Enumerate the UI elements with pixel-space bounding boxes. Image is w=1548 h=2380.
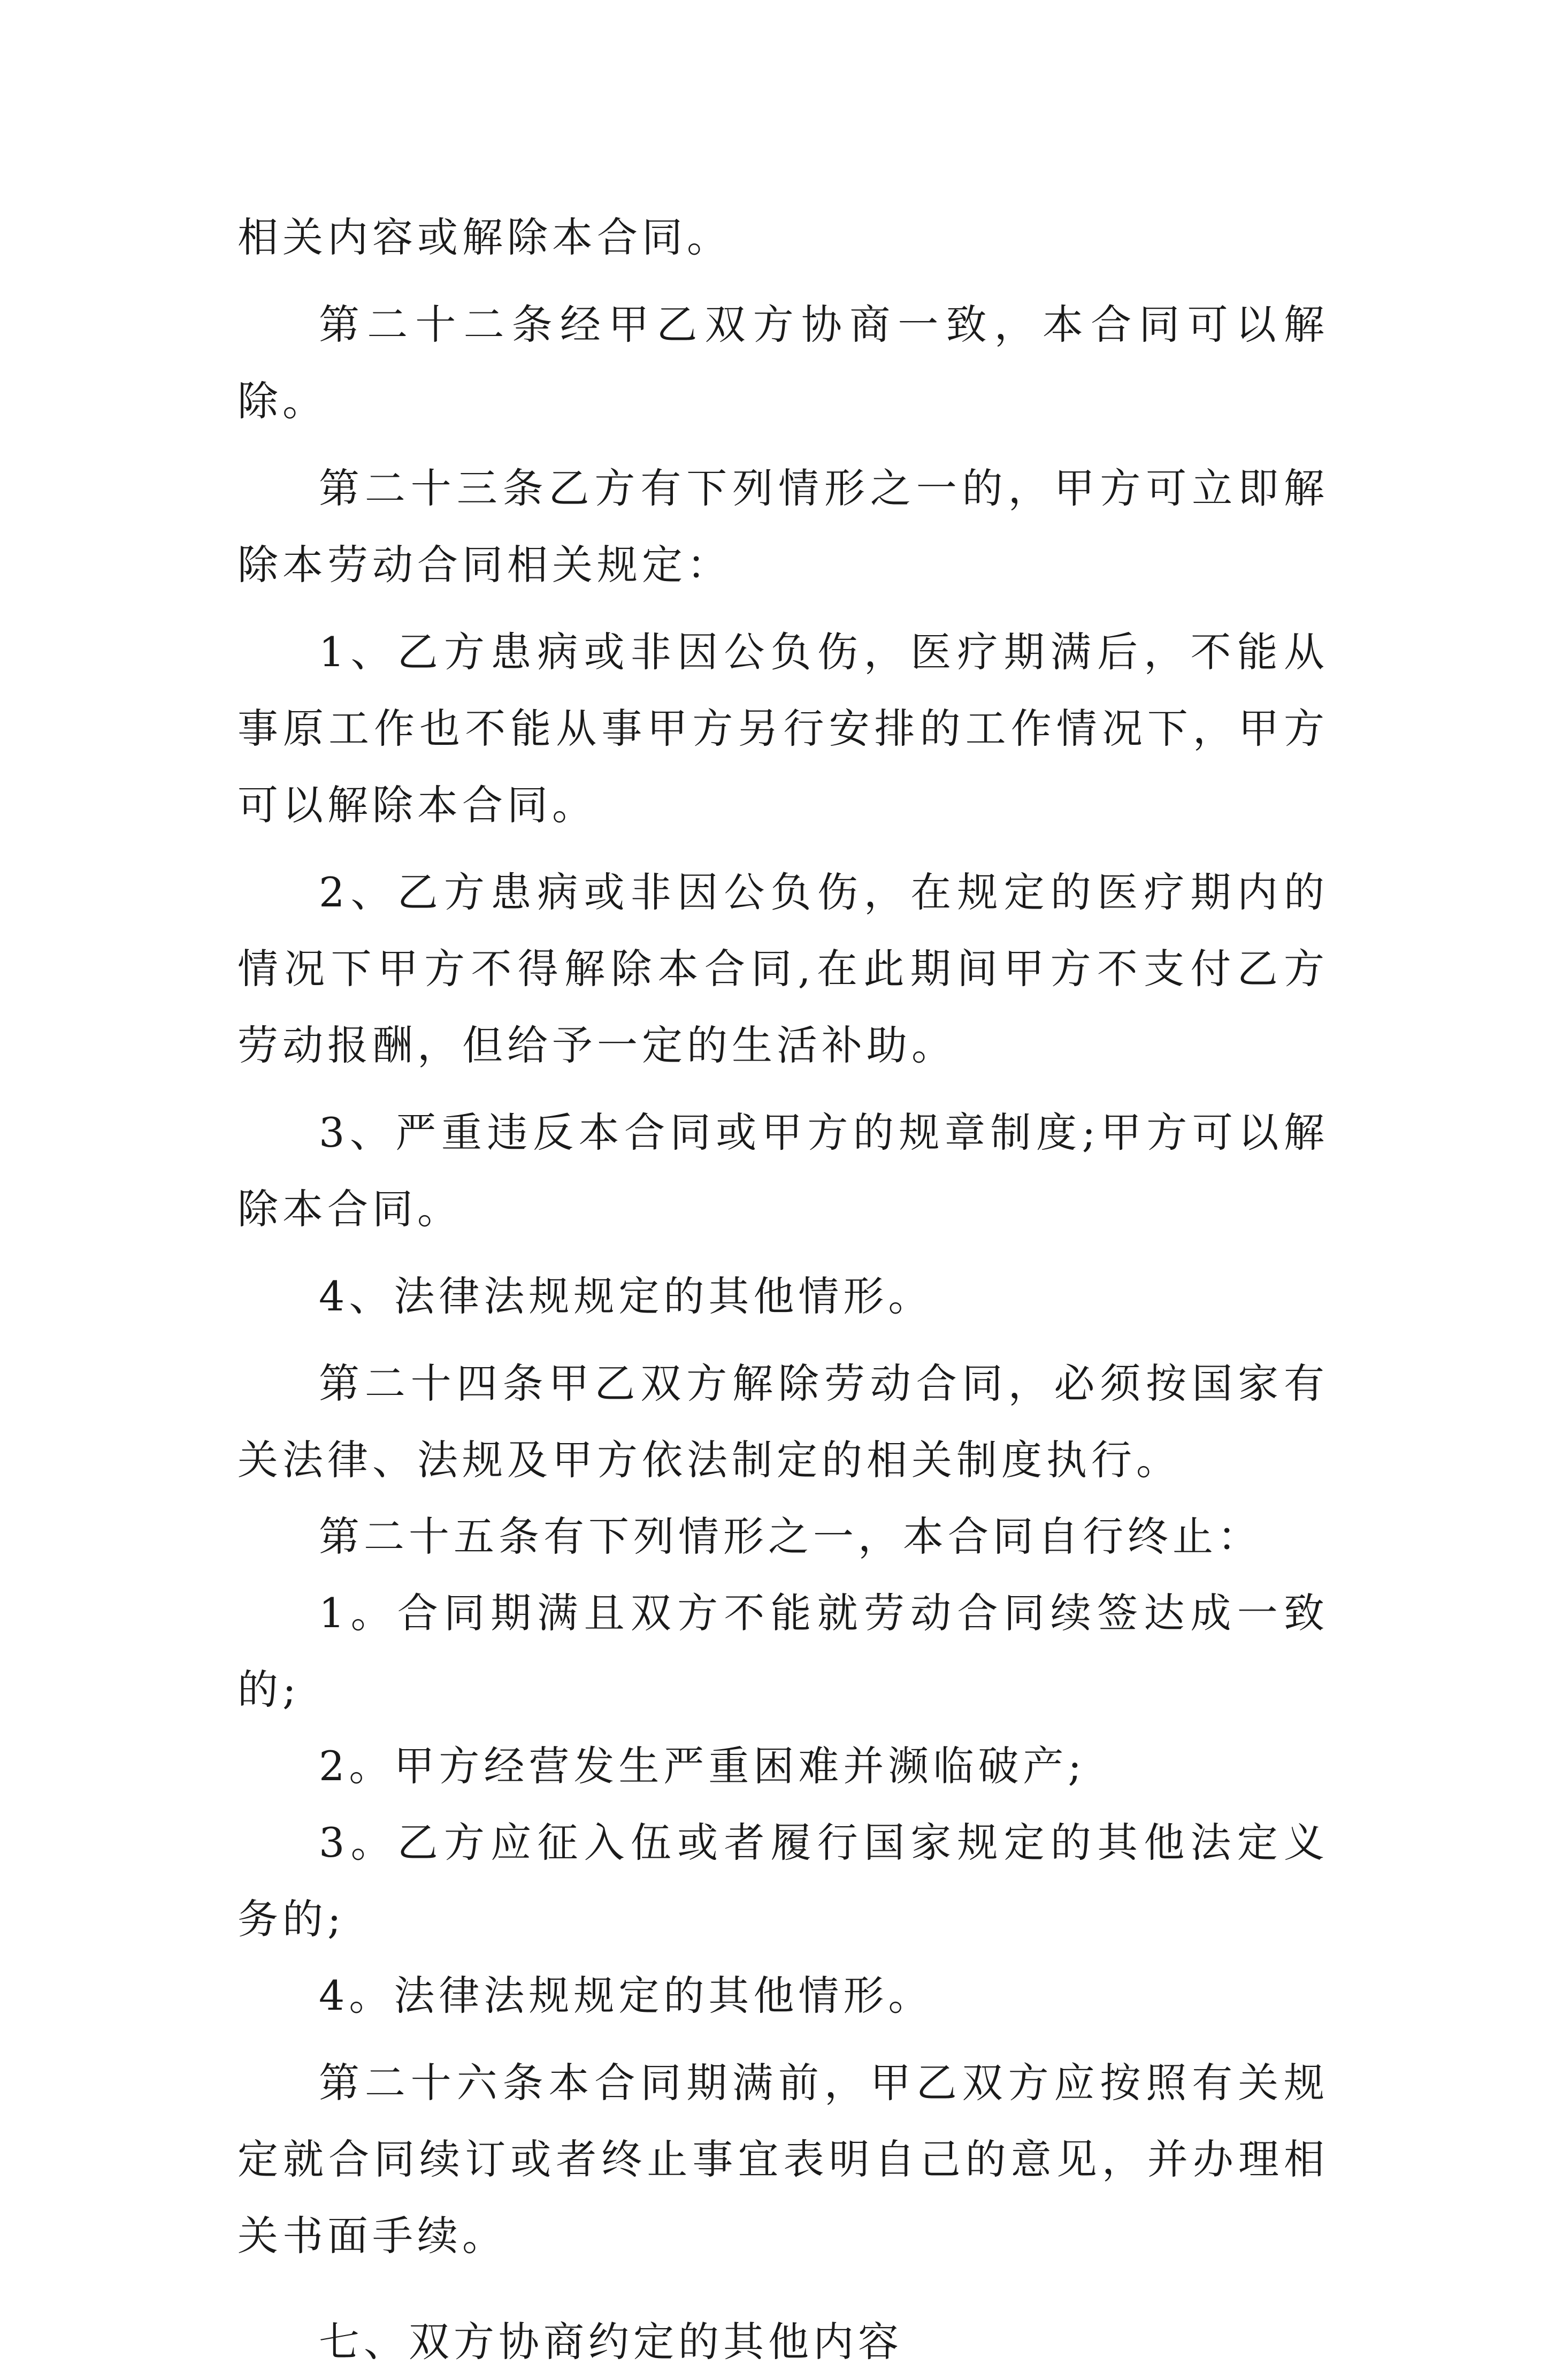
paragraph-article-25-item-2: 2。甲方经营发生严重困难并濒临破产; — [319, 1742, 1086, 1790]
paragraph-continuation: 相关内容或解除本合同。 — [237, 213, 732, 261]
paragraph-article-23-item-3: 3、严重违反本合同或甲方的规章制度;甲方可以解除本合同。 — [237, 1109, 1329, 1233]
paragraph-article-25-item-1: 1。合同期满且双方不能就劳动合同续签达成一致的; — [237, 1589, 1329, 1713]
paragraph-article-24: 第二十四条甲乙双方解除劳动合同，必须按国家有关法律、法规及甲方依法制定的相关制度执行。 — [237, 1360, 1329, 1484]
paragraph-article-25-item-3: 3。乙方应征入伍或者履行国家规定的其他法定义务的; — [237, 1819, 1329, 1943]
section-heading-7: 七、双方协商约定的其他内容 — [319, 2318, 903, 2366]
document-body — [237, 199, 1329, 2380]
paragraph-article-25-item-4: 4。法律法规规定的其他情形。 — [319, 1972, 933, 2019]
paragraph-article-23-item-4: 4、法律法规规定的其他情形。 — [319, 1272, 933, 1320]
paragraph-article-26: 第二十六条本合同期满前，甲乙双方应按照有关规定就合同续订或者终止事宜表明自己的意见，并办理相关书面手续。 — [237, 2059, 1329, 2260]
paragraph-article-22: 第二十二条经甲乙双方协商一致，本合同可以解除。 — [237, 301, 1329, 425]
paragraph-article-23: 第二十三条乙方有下列情形之一的，甲方可立即解除本劳动合同相关规定： — [237, 464, 1329, 589]
paragraph-article-25: 第二十五条有下列情形之一，本合同自行终止： — [319, 1513, 1262, 1560]
paragraph-article-23-item-2: 2、乙方患病或非因公负伤，在规定的医疗期内的情况下甲方不得解除本合同,在此期间甲方不支付乙方劳动报酬，但给予一定的生活补助。 — [237, 868, 1329, 1069]
paragraph-article-23-item-1: 1、乙方患病或非因公负伤，医疗期满后，不能从事原工作也不能从事甲方另行安排的工作情况下，甲方可以解除本合同。 — [237, 628, 1329, 829]
